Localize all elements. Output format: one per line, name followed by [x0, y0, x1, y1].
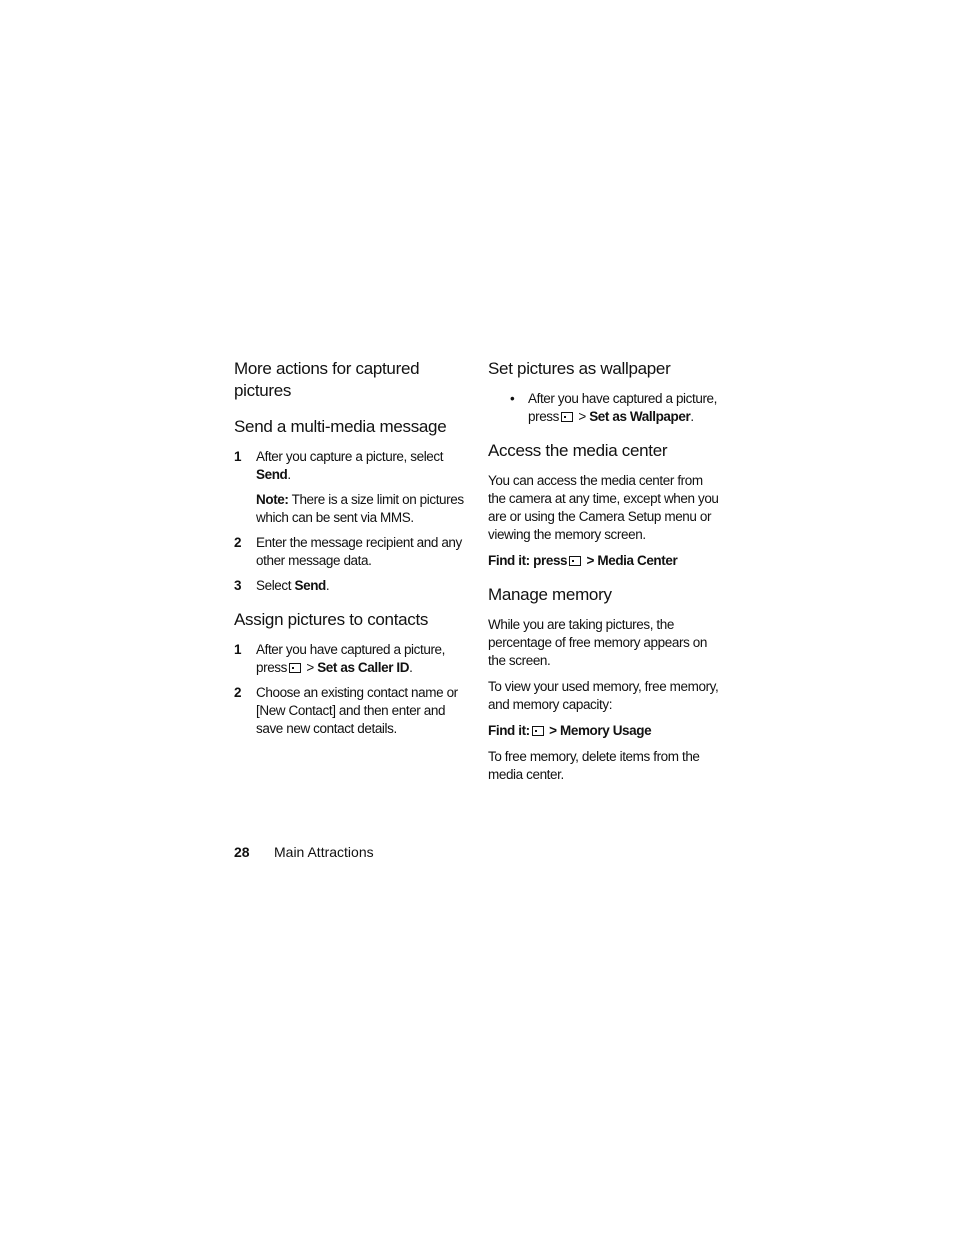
right-column	[488, 358, 720, 792]
find-it-label: Find it:	[488, 723, 530, 738]
page-number: 28	[234, 844, 250, 860]
media-find-it	[488, 552, 720, 570]
list-item	[488, 390, 720, 426]
note	[234, 491, 466, 527]
find-it-item: Media Center	[597, 553, 678, 568]
step-bold: Send	[294, 578, 326, 593]
step-text: After you capture a picture, select	[256, 449, 444, 464]
find-it-sep: >	[545, 723, 560, 738]
memory-text-1: While you are taking pictures, the percentage of free memory appears on the screen.	[488, 617, 707, 668]
send-steps	[234, 448, 466, 484]
list-item	[234, 577, 466, 595]
menu-key-icon	[561, 412, 573, 422]
list-item	[234, 641, 466, 677]
memory-text-2: To view your used memory, free memory, and memory capacity:	[488, 679, 719, 712]
heading-assign-contacts: Assign pictures to contacts	[234, 610, 429, 629]
step-sep: >	[303, 660, 318, 675]
memory-find-it	[488, 722, 720, 740]
footer-section: Main Attractions	[274, 844, 374, 860]
page-footer	[234, 843, 374, 861]
find-it-item: Memory Usage	[559, 723, 652, 738]
step-end: .	[287, 467, 291, 482]
step-text: Enter the message recipient and any other message data.	[256, 535, 462, 568]
step-number: 3	[234, 578, 242, 593]
step-number: 2	[234, 535, 242, 550]
bullet-sep: >	[575, 409, 590, 424]
step-bold: Send	[256, 467, 288, 482]
wallpaper-bullets	[488, 390, 720, 426]
find-it-sep: >	[583, 553, 598, 568]
step-text: After you have captured a picture, press	[256, 642, 446, 675]
left-column	[234, 358, 466, 745]
heading-more-actions: More actions for captured pictures	[234, 359, 420, 400]
media-text: You can access the media center from the camera at any time, except when you are or using the Camera Setup menu or viewing the memory screen.	[488, 473, 719, 542]
menu-key-icon	[569, 556, 581, 566]
bullet-end: .	[690, 409, 694, 424]
bullet-dot: •	[510, 391, 515, 406]
send-steps-continued	[234, 534, 466, 595]
bullet-text: After you have captured a picture, press	[528, 391, 718, 424]
heading-wallpaper: Set pictures as wallpaper	[488, 359, 671, 378]
assign-steps	[234, 641, 466, 738]
menu-key-icon	[289, 663, 301, 673]
step-text: Select	[256, 578, 295, 593]
step-number: 2	[234, 685, 242, 700]
list-item	[234, 534, 466, 570]
step-bold: Set as Caller ID	[317, 660, 410, 675]
note-label: Note:	[256, 492, 289, 507]
heading-media-center: Access the media center	[488, 441, 668, 460]
step-end: .	[325, 578, 330, 593]
menu-key-icon	[532, 726, 544, 736]
step-number: 1	[234, 642, 242, 657]
note-text: There is a size limit on pictures which can be sent via MMS.	[256, 492, 464, 525]
step-end: .	[409, 660, 413, 675]
heading-send-mms: Send a multi-media message	[234, 417, 447, 436]
bullet-bold: Set as Wallpaper	[589, 409, 691, 424]
list-item	[234, 448, 466, 484]
find-it-label: Find it: press	[488, 553, 568, 568]
step-number: 1	[234, 449, 242, 464]
memory-text-3: To free memory, delete items from the media center.	[488, 749, 700, 782]
step-text: Choose an existing contact name or [New Contact] and then enter and save new contact details.	[256, 685, 458, 736]
list-item	[234, 684, 466, 738]
heading-manage-memory: Manage memory	[488, 585, 612, 604]
